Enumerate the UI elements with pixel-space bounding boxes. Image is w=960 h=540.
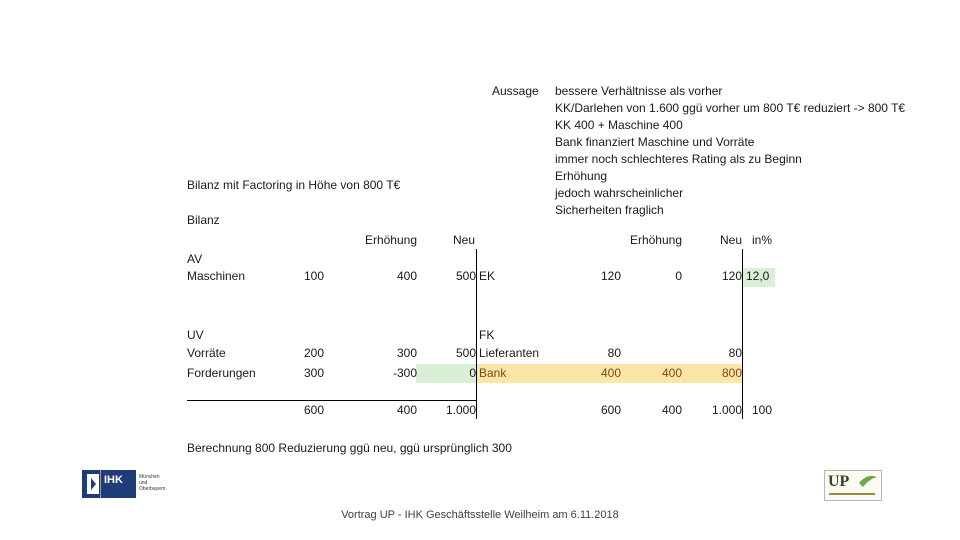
vorraete-value: 200 [304, 346, 325, 360]
aussage-line: jedoch wahrscheinlicher [555, 186, 684, 200]
header-neu-left: Neu [453, 233, 476, 247]
aussage-line: Erhöhung [555, 169, 608, 183]
up-logo [824, 470, 882, 501]
header-neu-right: Neu [719, 233, 742, 247]
passiva-sum-erhoehung: 400 [661, 403, 682, 417]
aussage-line: Sicherheiten fraglich [555, 203, 664, 217]
aktiva-sum-value: 600 [304, 403, 325, 417]
aussage-line: immer noch schlechteres Rating als zu Beginn [555, 152, 802, 166]
ihk-logo-tagline: München und Oberbayern [139, 474, 166, 492]
ek-label: EK [479, 269, 496, 283]
vorraete-erhoehung: 300 [396, 346, 417, 360]
aussage-line: KK 400 + Maschine 400 [555, 118, 683, 132]
ek-value: 120 [600, 269, 621, 283]
aktiva-sum-erhoehung: 400 [396, 403, 417, 417]
up-logo-icon [825, 471, 881, 500]
aussage-line: Bank finanziert Maschine und Vorräte [555, 135, 755, 149]
fk-label: FK [479, 328, 495, 342]
footer-text: Vortrag UP - IHK Geschäftsstelle Weilheim am 6.11.2018 [341, 509, 619, 521]
maschinen-erhoehung: 400 [396, 269, 417, 283]
aktiva-sum-neu: 1.000 [445, 403, 476, 417]
maschinen-neu: 500 [455, 269, 476, 283]
uv-label: UV [187, 328, 204, 342]
lieferanten-value: 80 [607, 346, 621, 360]
ihk-logo-text: IHK [104, 474, 123, 486]
aussage-list [555, 83, 905, 219]
ek-pct: 12,0 [746, 269, 770, 283]
lieferanten-neu: 80 [728, 346, 742, 360]
ihk-logo [82, 470, 168, 498]
ek-erhoehung: 0 [675, 269, 682, 283]
header-in-pct: in% [752, 233, 773, 247]
vorraete-label: Vorräte [187, 346, 226, 360]
sum-rule [187, 400, 477, 401]
passiva-sum-pct: 100 [752, 403, 773, 417]
av-label: AV [187, 252, 203, 266]
bank-erhoehung: 400 [661, 366, 682, 380]
calculation-note: Berechnung 800 Reduzierung ggü neu, ggü ursprünglich 300 [187, 441, 512, 455]
pct-column-divider [742, 249, 743, 419]
page-title: Bilanz mit Factoring in Höhe von 800 T€ [187, 178, 401, 192]
bank-label: Bank [479, 366, 507, 380]
aussage-label: Aussage [492, 84, 539, 98]
passiva-sum-value: 600 [600, 403, 621, 417]
maschinen-label: Maschinen [187, 269, 246, 283]
bank-value: 400 [600, 366, 621, 380]
up-logo-text: UP [828, 473, 850, 490]
maschinen-value: 100 [304, 269, 325, 283]
aussage-line: KK/Darlehen von 1.600 ggü vorher um 800 T€ reduziert -> 800 T€ [555, 101, 906, 115]
t-account-divider [476, 249, 477, 419]
ek-neu: 120 [721, 269, 742, 283]
bilanz-label: Bilanz [187, 213, 220, 227]
vorraete-neu: 500 [455, 346, 476, 360]
header-erhoehung-left: Erhöhung [364, 233, 417, 247]
forderungen-label: Forderungen [187, 366, 256, 380]
passiva-sum-neu: 1.000 [711, 403, 742, 417]
forderungen-neu: 0 [469, 366, 476, 380]
forderungen-value: 300 [304, 366, 325, 380]
header-erhoehung-right: Erhöhung [629, 233, 682, 247]
bank-neu: 800 [721, 366, 742, 380]
forderungen-erhoehung: -300 [392, 366, 417, 380]
lieferanten-label: Lieferanten [479, 346, 540, 360]
aussage-line: bessere Verhältnisse als vorher [555, 84, 723, 98]
